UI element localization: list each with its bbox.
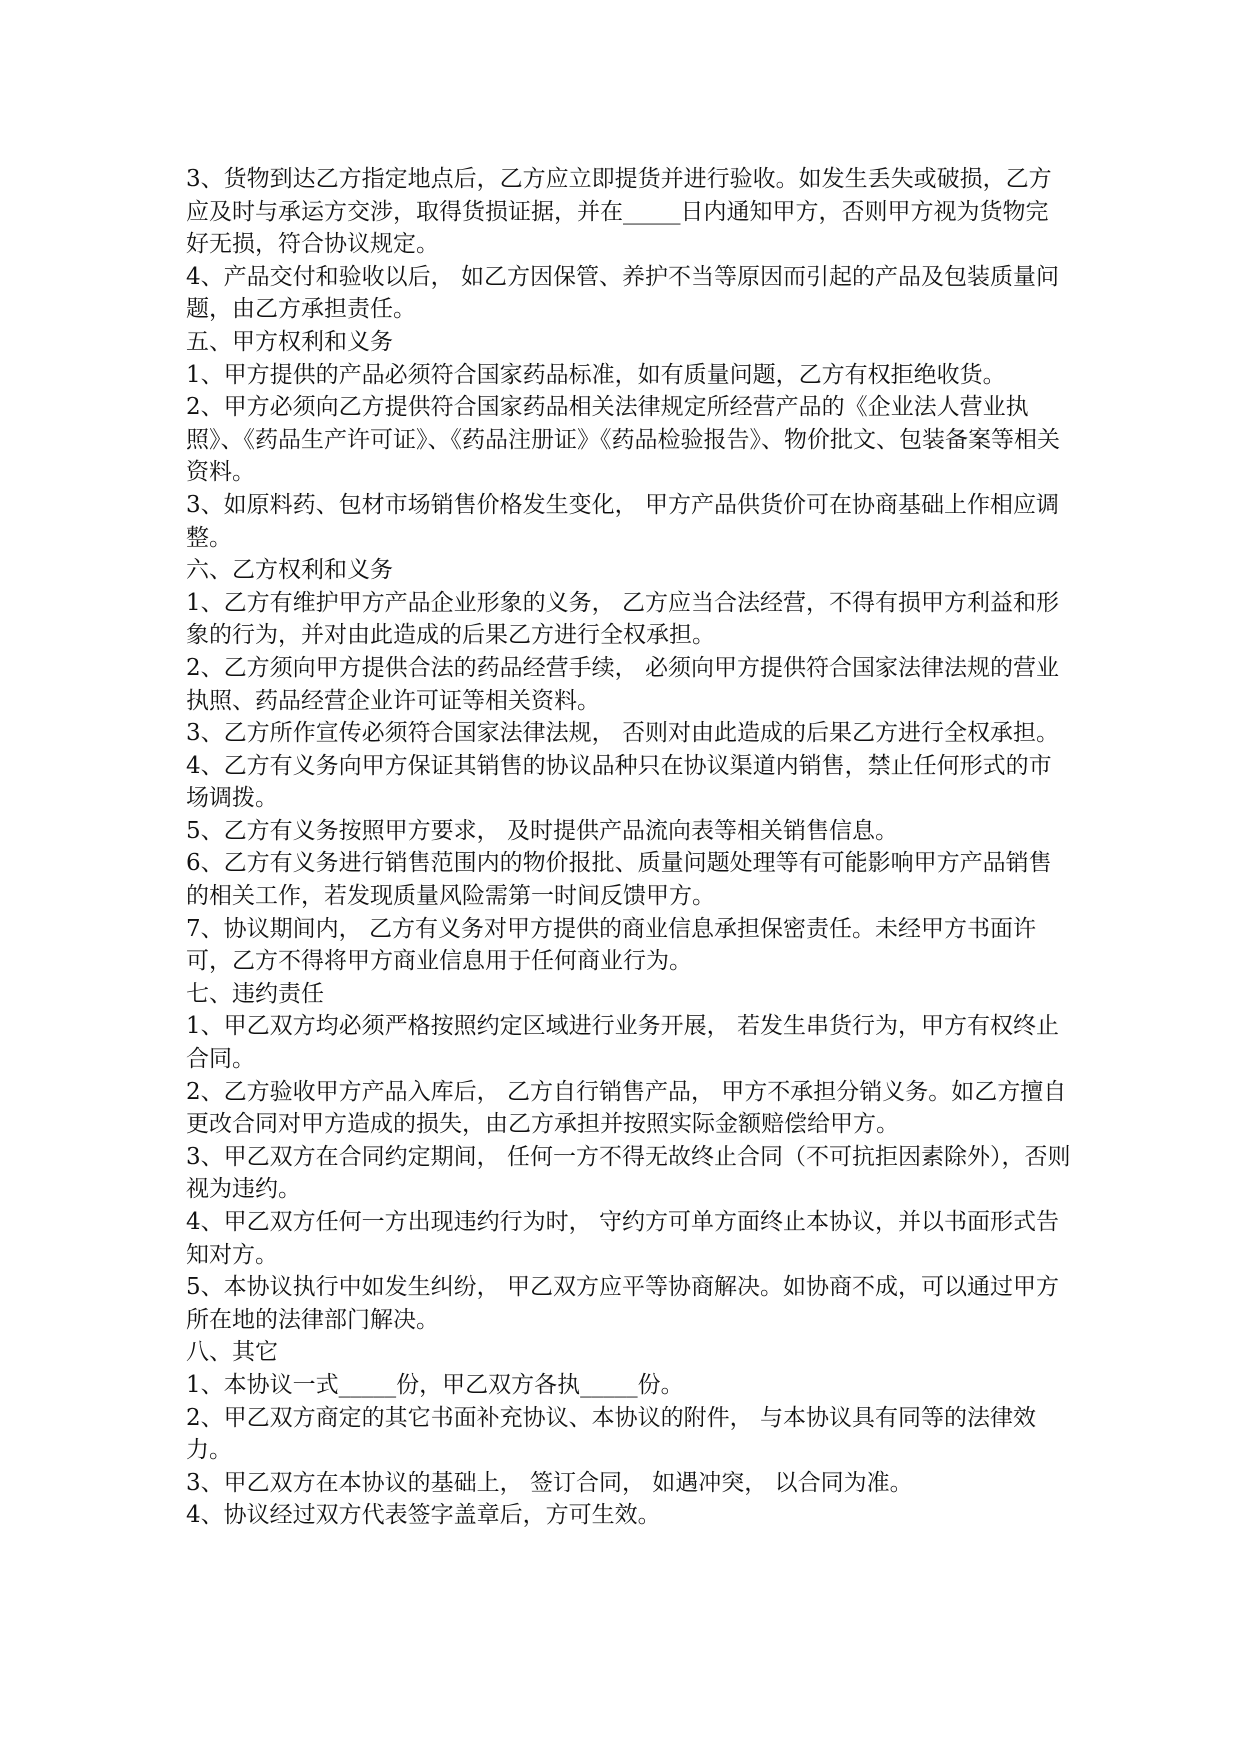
other-clause-3: 3、甲乙双方在本协议的基础上， 签订合同， 如遇冲突， 以合同为准。 [186, 1469, 913, 1496]
party-b-clause-6: 6、乙方有义务进行销售范围内的物价报批、质量问题处理等有可能影响甲方产品销售的相关工作，若发现质量风险需第一时间反馈甲方。 [186, 850, 1052, 910]
clause-4-delivery-acceptance: 4、产品交付和验收以后， 如乙方因保管、养护不当等原因而引起的产品及包装质量问题，由乙方承担责任。 [186, 263, 1059, 323]
breach-clause-4: 4、甲乙双方任何一方出现违约行为时， 守约方可单方面终止本协议，并以书面形式告知对方。 [186, 1209, 1059, 1268]
party-b-clause-1: 1、乙方有维护甲方产品企业形象的义务， 乙方应当合法经营，不得有损甲方利益和形象的行为，并对由此造成的后果乙方进行全权承担。 [186, 589, 1059, 649]
clause-3-goods-arrival: 3、货物到达乙方指定地点后，乙方应立即提货并进行验收。如发生丢失或破损，乙方应及时与承运方交涉，取得货损证据，并在_____日内通知甲方，否则甲方视为货物完好无损，符合协议规定。 [186, 166, 1052, 258]
other-clause-2: 2、甲乙双方商定的其它书面补充协议、本协议的附件， 与本协议具有同等的法律效力。 [186, 1404, 1036, 1464]
breach-clause-3: 3、甲乙双方在合同约定期间， 任何一方不得无故终止合同（不可抗拒因素除外），否则视为违约。 [186, 1143, 1071, 1203]
section-heading-party-a: 五、甲方权利和义务 [186, 328, 393, 355]
party-a-clause-3: 3、如原料药、包材市场销售价格发生变化， 甲方产品供货价可在协商基础上作相应调整。 [186, 491, 1059, 551]
party-b-clause-7: 7、协议期间内， 乙方有义务对甲方提供的商业信息承担保密责任。未经甲方书面许可，乙方不得将甲方商业信息用于任何商业行为。 [186, 915, 1036, 975]
party-b-clause-3: 3、乙方所作宣传必须符合国家法律法规， 否则对由此造成的后果乙方进行全权承担。 [186, 720, 1059, 747]
breach-clause-2: 2、乙方验收甲方产品入库后， 乙方自行销售产品， 甲方不承担分销义务。如乙方擅自更改合同对甲方造成的损失，由乙方承担并按照实际金额赔偿给甲方。 [186, 1078, 1067, 1138]
party-b-clause-2: 2、乙方须向甲方提供合法的药品经营手续， 必须向甲方提供符合国家法律法规的营业执照、药品经营企业许可证等相关资料。 [186, 654, 1059, 714]
other-clause-1: 1、本协议一式_____份，甲乙双方各执_____份。 [186, 1371, 684, 1398]
section-heading-party-b: 六、乙方权利和义务 [186, 557, 393, 584]
breach-clause-1: 1、甲乙双方均必须严格按照约定区域进行业务开展， 若发生串货行为，甲方有权终止合同。 [186, 1013, 1059, 1073]
breach-clause-5: 5、本协议执行中如发生纠纷， 甲乙双方应平等协商解决。如协商不成，可以通过甲方所在地的法律部门解决。 [186, 1274, 1059, 1333]
party-b-clause-5: 5、乙方有义务按照甲方要求， 及时提供产品流向表等相关销售信息。 [186, 817, 898, 844]
party-a-clause-2: 2、甲方必须向乙方提供符合国家药品相关法律规定所经营产品的《企业法人营业执照》、《药品生产许可证》、《药品注册证》《药品检验报告》、物价批文、包装备案等相关资料。 [186, 394, 1060, 486]
section-heading-breach: 七、违约责任 [186, 980, 324, 1007]
document-body [186, 163, 1071, 1532]
party-a-clause-1: 1、甲方提供的产品必须符合国家药品标准，如有质量问题，乙方有权拒绝收货。 [186, 361, 1006, 388]
other-clause-4: 4、协议经过双方代表签字盖章后，方可生效。 [186, 1502, 661, 1529]
party-b-clause-4: 4、乙方有义务向甲方保证其销售的协议品种只在协议渠道内销售，禁止任何形式的市场调拨。 [186, 752, 1052, 812]
section-heading-other: 八、其它 [186, 1339, 278, 1366]
